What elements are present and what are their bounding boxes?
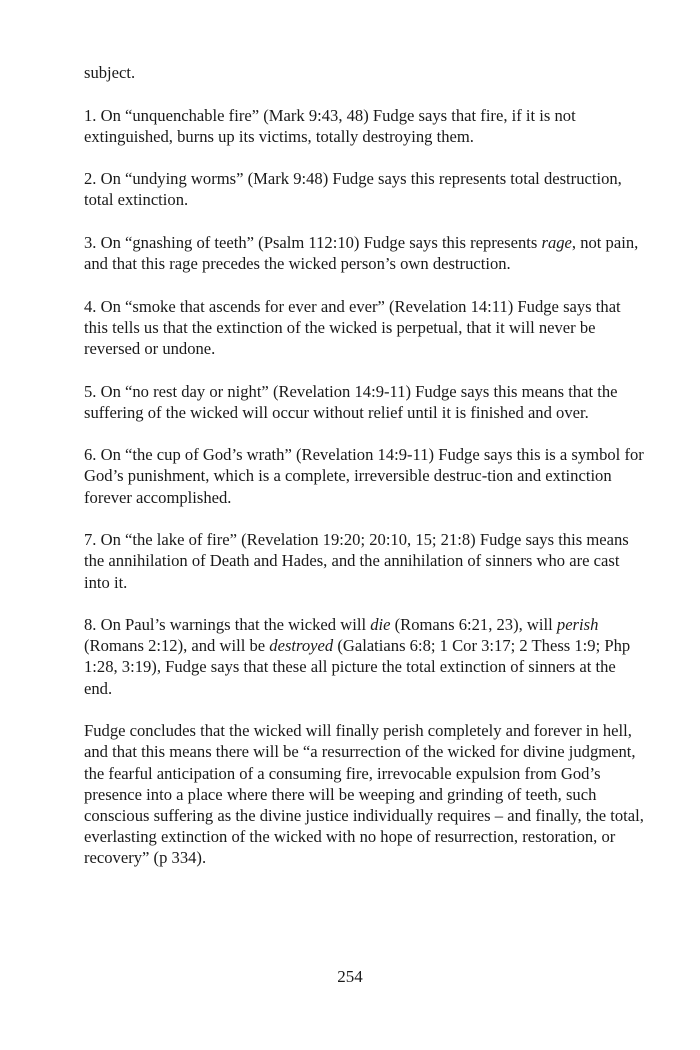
text-segment: 5. On “no rest day or night” (Revelation 14:9-11) Fudge says this means that the suffering of the wicked will occur without relief until it is finished and over. (84, 381, 618, 422)
page-number: 254 (337, 967, 363, 986)
body-text (84, 62, 644, 890)
emphasis-perish: perish (556, 615, 599, 635)
text-segment: 6. On “the cup of God’s wrath” (Revelation 14:9-11) Fudge says this is a symbol for God’s punishment, which is a complete, irreversible destruc-tion and extinction forever accomplished. (84, 445, 644, 507)
text-segment: 3. On “gnashing of teeth” (Psalm 112:10) Fudge says this represents (84, 232, 542, 252)
point-1-unquenchable-fire (84, 105, 644, 147)
text-segment: 4. On “smoke that ascends for ever and ever” (Revelation 14:11) Fudge says that this tells us that the extinction of the wicked is perpetual, that it will never be reversed or undone. (84, 296, 621, 359)
text-segment: (Galatians 6:8; 1 Cor 3:17; 2 Thess 1:9; Php 1:28, 3:19), Fudge says that these all picture the total extinction of sinners at the end. (84, 636, 631, 698)
text-segment: 1. On “unquenchable fire” (Mark 9:43, 48) Fudge says that fire, if it is not extinguished, burns up its victims, totally destroying them. (84, 105, 576, 146)
text-segment: (Romans 2:12), and will be (84, 636, 270, 656)
point-8-pauls-warnings (84, 614, 644, 699)
text-segment: 8. On Paul’s warnings that the wicked will (84, 615, 371, 635)
text-segment: 2. On “undying worms” (Mark 9:48) Fudge says this represents total destruction, total extinction. (84, 169, 622, 210)
conclusion-paragraph (84, 720, 644, 868)
point-2-undying-worms (84, 168, 644, 210)
emphasis-destroyed: destroyed (269, 636, 334, 656)
point-4-smoke-ascends (84, 296, 644, 360)
text-segment: 7. On “the lake of fire” (Revelation 19:20; 20:10, 15; 21:8) Fudge says this means the annihilation of Death and Hades, and the annihilation of sinners who are cast into it. (84, 530, 629, 592)
text-segment: , not pain, and that this rage precedes the wicked person’s own destruction. (84, 232, 639, 274)
text-segment: Fudge concludes that the wicked will finally perish completely and forever in hell, and that this means there will be “a resurrection of the wicked for divine judgment, the fearful anticipation of a consuming fire, irrevocable expulsion from God’s presence into a place where there will be weeping and grinding of teeth, such conscious suffering as the divine justice individually requires – and finally, the total, everlasting extinction of the wicked with no hope of resurrection, restoration, or recovery” (p 334). (84, 721, 644, 868)
lead-in-text: subject. (84, 63, 136, 82)
point-3-gnashing-of-teeth (84, 232, 644, 274)
point-7-lake-of-fire (84, 529, 644, 593)
point-5-no-rest (84, 381, 644, 423)
emphasis-rage: rage (541, 232, 572, 252)
text-segment: (Romans 6:21, 23), will (390, 615, 557, 635)
point-6-cup-of-wrath (84, 444, 644, 508)
emphasis-die: die (370, 615, 391, 635)
